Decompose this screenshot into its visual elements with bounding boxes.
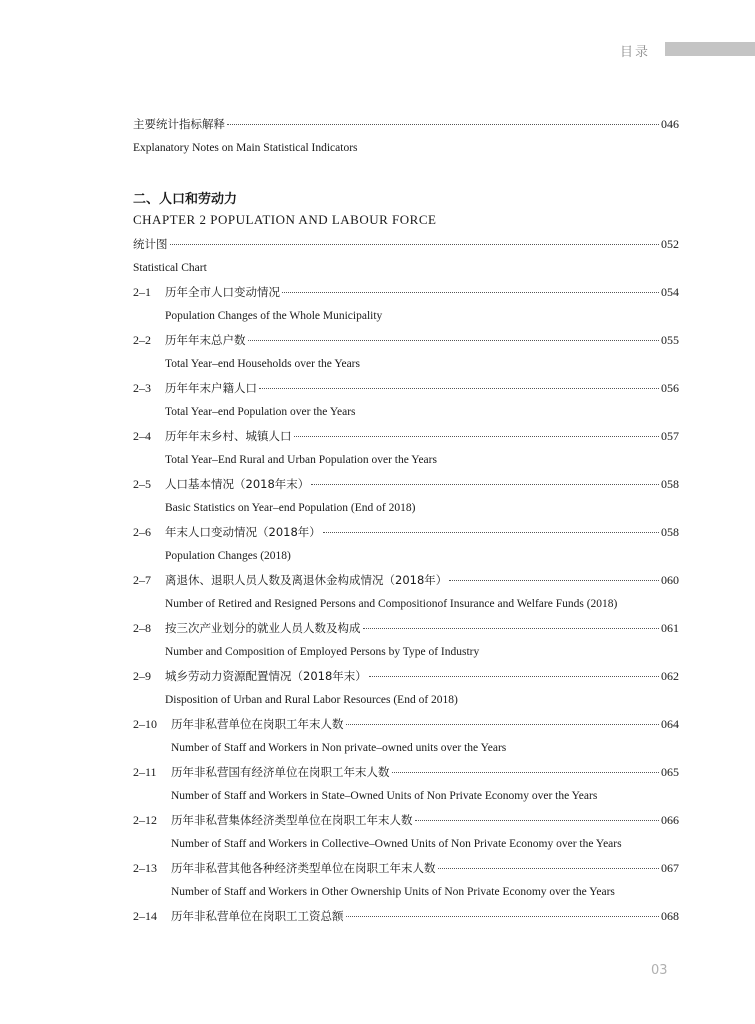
toc-entry[interactable] (133, 860, 679, 876)
toc-entry-title: 历年年末总户数 (165, 333, 246, 347)
toc-entry[interactable] (133, 236, 679, 252)
toc-entry-english: Explanatory Notes on Main Statistical Indicators (133, 142, 358, 154)
toc-leader-dots (346, 724, 660, 725)
toc-entry[interactable] (133, 428, 679, 444)
toc-entry[interactable] (133, 476, 679, 492)
toc-entry-page: 061 (661, 621, 679, 635)
toc-leader-dots (369, 676, 659, 677)
toc-entry[interactable] (133, 332, 679, 348)
toc-entry-english: Population Changes of the Whole Municipality (165, 310, 383, 322)
toc-entry-english: Number of Staff and Workers in State–Owned Units of Non Private Economy over the Years (171, 790, 598, 802)
toc-leader-dots (248, 340, 660, 341)
toc-entry-number: 2–7 (133, 573, 151, 587)
toc-entry[interactable] (133, 668, 679, 684)
toc-entry-title: 年末人口变动情况（2018年） (165, 525, 321, 539)
toc-entry[interactable] (133, 812, 679, 828)
toc-entry-english: Statistical Chart (133, 262, 207, 274)
toc-entry-english: Number of Staff and Workers in Non private–owned units over the Years (171, 742, 507, 754)
toc-entry-page: 054 (661, 285, 679, 299)
toc-entry-title: 人口基本情况（2018年末） (165, 477, 310, 491)
toc-leader-dots (415, 820, 660, 821)
toc-entry-title: 历年非私营单位在岗职工工资总额 (171, 909, 344, 923)
toc-entry-title: 按三次产业划分的就业人员人数及构成 (165, 621, 361, 635)
toc-leader-dots (438, 868, 660, 869)
chapter-title-en: CHAPTER 2 POPULATION AND LABOUR FORCE (133, 212, 437, 227)
toc-entry[interactable] (133, 764, 679, 780)
toc-entry-page: 065 (661, 765, 679, 779)
toc-entry-title: 历年非私营其他各种经济类型单位在岗职工年末人数 (171, 861, 436, 875)
toc-entry-title: 历年年末户籍人口 (165, 381, 257, 395)
toc-entry-number: 2–8 (133, 621, 151, 635)
toc-entry-number: 2–3 (133, 381, 151, 395)
toc-leader-dots (259, 388, 659, 389)
toc-entry[interactable] (133, 380, 679, 396)
toc-entry-page: 067 (661, 861, 679, 875)
toc-entry-number: 2–9 (133, 669, 151, 683)
toc-entry-page: 056 (661, 381, 679, 395)
toc-entry-title: 统计图 (133, 237, 168, 251)
toc-entry-page: 057 (661, 429, 679, 443)
toc-entry-page: 060 (661, 573, 679, 587)
toc-entry-title: 城乡劳动力资源配置情况（2018年末） (165, 669, 367, 683)
toc-entry-page: 062 (661, 669, 679, 683)
toc-leader-dots (311, 484, 659, 485)
chapter-title-zh: 二、人口和劳动力 (133, 192, 238, 207)
toc-entry-number: 2–13 (133, 861, 157, 875)
toc-entry[interactable] (133, 524, 679, 540)
toc-entry-number: 2–11 (133, 765, 157, 779)
toc-entry-english: Disposition of Urban and Rural Labor Resources (End of 2018) (165, 694, 458, 706)
toc-entry-english: Number of Staff and Workers in Collective–Owned Units of Non Private Economy over the Years (171, 838, 622, 850)
toc-entry-number: 2–14 (133, 909, 157, 923)
page-number: 03 (651, 963, 668, 978)
toc-entry-title: 离退休、退职人员人数及离退休金构成情况（2018年） (165, 573, 448, 587)
toc-entry[interactable] (133, 908, 679, 924)
toc-entry-page: 068 (661, 909, 679, 923)
page-header-title: 目录 (620, 45, 651, 60)
toc-entry-english: Number and Composition of Employed Persons by Type of Industry (165, 646, 480, 658)
toc-entry-english: Total Year–End Rural and Urban Population over the Years (165, 454, 437, 466)
toc-entry-number: 2–5 (133, 477, 151, 491)
toc-entry-number: 2–1 (133, 285, 151, 299)
toc-leader-dots (170, 244, 660, 245)
toc-entry[interactable] (133, 716, 679, 732)
toc-entry-page: 055 (661, 333, 679, 347)
toc-entry-page: 058 (661, 525, 679, 539)
toc-entry-number: 2–10 (133, 717, 157, 731)
toc-entry-title: 历年全市人口变动情况 (165, 285, 280, 299)
toc-entry-title: 主要统计指标解释 (133, 117, 225, 131)
toc-entry-english: Total Year–end Households over the Years (165, 358, 360, 370)
toc-entry-title: 历年年末乡村、城镇人口 (165, 429, 292, 443)
toc-entry-title: 历年非私营单位在岗职工年末人数 (171, 717, 344, 731)
toc-leader-dots (392, 772, 660, 773)
toc-entry-english: Number of Staff and Workers in Other Ownership Units of Non Private Economy over the Years (171, 886, 615, 898)
toc-entry[interactable] (133, 620, 679, 636)
toc-entry-english: Population Changes (2018) (165, 550, 291, 562)
toc-entry-page: 064 (661, 717, 679, 731)
page-header-bar (665, 42, 755, 56)
toc-leader-dots (449, 580, 659, 581)
toc-leader-dots (227, 124, 659, 125)
toc-entry-title: 历年非私营国有经济单位在岗职工年末人数 (171, 765, 390, 779)
toc-entry-page: 046 (661, 117, 679, 131)
toc-entry[interactable] (133, 284, 679, 300)
toc-entry-english: Total Year–end Population over the Years (165, 406, 356, 418)
toc-entry[interactable] (133, 116, 679, 132)
toc-entry-english: Number of Retired and Resigned Persons and Compositionof Insurance and Welfare Funds (2018) (165, 598, 618, 610)
toc-entry-page: 058 (661, 477, 679, 491)
toc-entry-number: 2–4 (133, 429, 151, 443)
toc-entry-page: 052 (661, 237, 679, 251)
toc-leader-dots (323, 532, 659, 533)
toc-leader-dots (282, 292, 659, 293)
toc-entry[interactable] (133, 572, 679, 588)
toc-leader-dots (294, 436, 660, 437)
toc-entry-title: 历年非私营集体经济类型单位在岗职工年末人数 (171, 813, 413, 827)
toc-entry-number: 2–2 (133, 333, 151, 347)
toc-entry-number: 2–12 (133, 813, 157, 827)
toc-leader-dots (363, 628, 660, 629)
toc-entry-number: 2–6 (133, 525, 151, 539)
toc-leader-dots (346, 916, 660, 917)
toc-entry-page: 066 (661, 813, 679, 827)
toc-entry-english: Basic Statistics on Year–end Population (End of 2018) (165, 502, 416, 514)
